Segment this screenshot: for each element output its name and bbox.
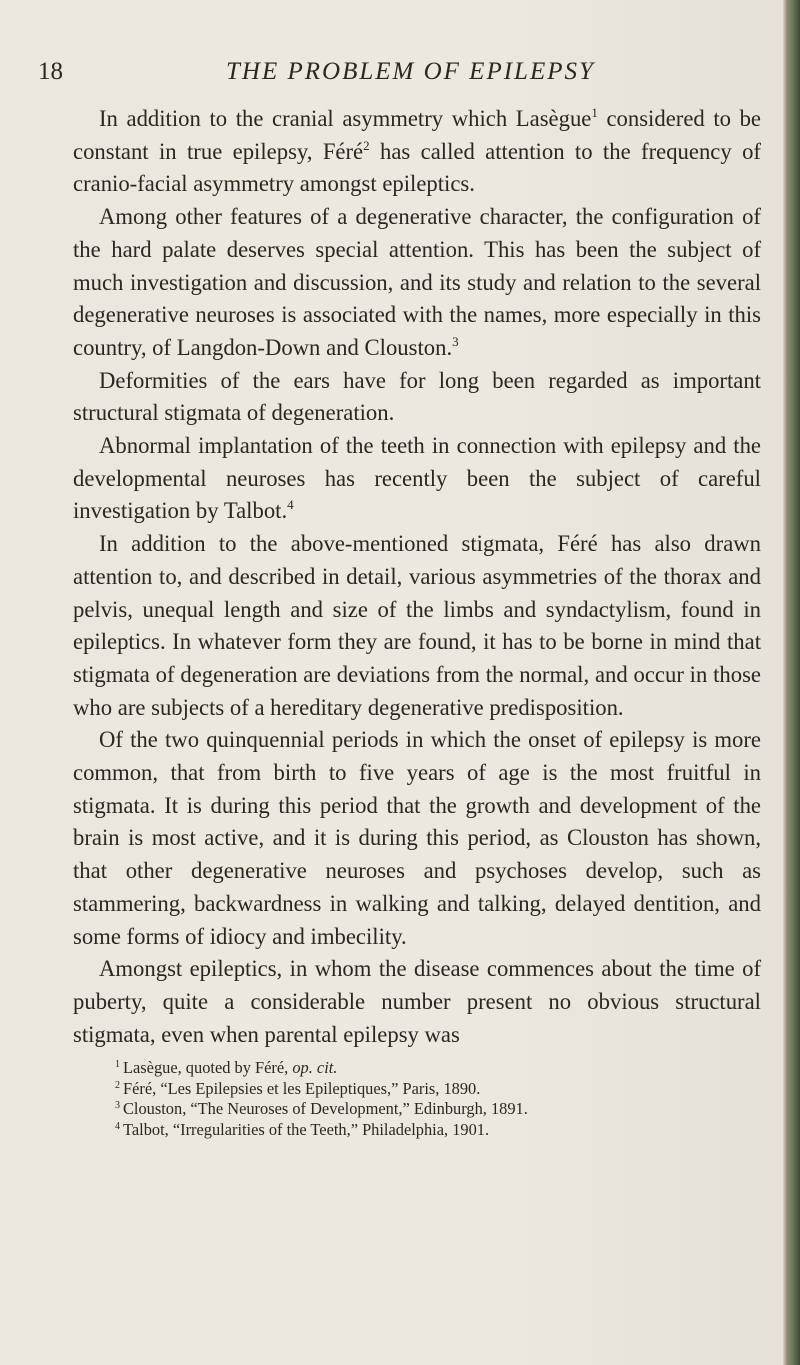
paragraph xyxy=(73,724,761,953)
paragraph xyxy=(73,103,761,201)
footnote-text: Féré, “Les Epilepsies et les Epileptiques,” Paris, 1890. xyxy=(123,1078,481,1098)
footnotes xyxy=(115,1058,755,1140)
footnote xyxy=(115,1099,755,1120)
paragraph xyxy=(73,528,761,724)
paragraph-text: Among other features of a degenerative character, the configuration of the hard palate deserves special attention. This has been the subject of much investigation and discussion, and its study and relation to the several degenerative neuroses is associated with the names, more especially in this country, of Langdon-Down and Clouston. xyxy=(73,204,761,360)
paragraph-text: Abnormal implantation of the teeth in connection with epilepsy and the developmental neuroses has recently been the subject of careful investigation by Talbot. xyxy=(73,433,761,524)
page-number: 18 xyxy=(38,58,63,85)
page-header xyxy=(38,56,778,92)
paragraph xyxy=(73,365,761,430)
page-edge xyxy=(783,0,800,1365)
footnote-reference: 3 xyxy=(452,333,459,349)
paragraph xyxy=(73,201,761,365)
paragraph-text: In addition to the cranial asymmetry which Lasègue xyxy=(99,106,592,131)
paragraph-text: Amongst epileptics, in whom the disease commences about the time of puberty, quite a considerable number present no obvious structural stigmata, even when parental epilepsy was xyxy=(73,956,761,1047)
footnote-reference: 2 xyxy=(363,137,370,153)
body-text xyxy=(73,103,761,1051)
footnote xyxy=(115,1058,755,1079)
footnote-text: Clouston, “The Neuroses of Development,” Edinburgh, 1891. xyxy=(123,1099,528,1119)
paragraph-text: Deformities of the ears have for long been regarded as important structural stigmata of degeneration. xyxy=(73,367,761,426)
running-title: THE PROBLEM OF EPILEPSY xyxy=(226,58,595,85)
paragraph-text: Of the two quinquennial periods in which the onset of epilepsy is more common, that from birth to five years of age is the most fruitful in stigmata. It is during this period that the growth and development of the brain is most active, and it is during this period, as Clouston has shown, that other degenerative neuroses and psychoses develop, such as stammering, backwardness in walking and talking, delayed dentition, and some forms of idiocy and imbecility. xyxy=(73,727,761,949)
footnote-reference: 1 xyxy=(591,105,598,120)
footnote xyxy=(115,1079,755,1100)
paragraph-text: In addition to the above-mentioned stigmata, Féré has also drawn attention to, and described in detail, various asymmetries of the thorax and pelvis, unequal length and size of the limbs and syndactylism, found in epileptics. In whatever form they are found, it has to be borne in mind that stigmata of degeneration are deviations from the normal, and occur in those who are subjects of a hereditary degenerative predisposition. xyxy=(73,531,761,720)
footnote-text: Talbot, “Irregularities of the Teeth,” Philadelphia, 1901. xyxy=(123,1119,490,1139)
paragraph-text: has called attention to the frequency of cranio-facial asymmetry amongst epileptics. xyxy=(73,138,761,197)
footnote-reference: 4 xyxy=(287,497,294,513)
paragraph xyxy=(73,430,761,528)
footnote xyxy=(115,1120,755,1141)
footnote-marker: 2 xyxy=(115,1079,120,1091)
footnote-marker: 4 xyxy=(115,1120,120,1132)
footnote-marker: 1 xyxy=(115,1059,120,1070)
footnote-text: Lasègue, quoted by Féré, xyxy=(123,1058,293,1077)
paragraph-text: considered to be constant in true epilepsy, Féré xyxy=(73,106,761,164)
footnote-marker: 3 xyxy=(115,1100,120,1112)
paragraph xyxy=(73,953,761,1051)
footnote-citation: op. cit. xyxy=(292,1058,338,1077)
